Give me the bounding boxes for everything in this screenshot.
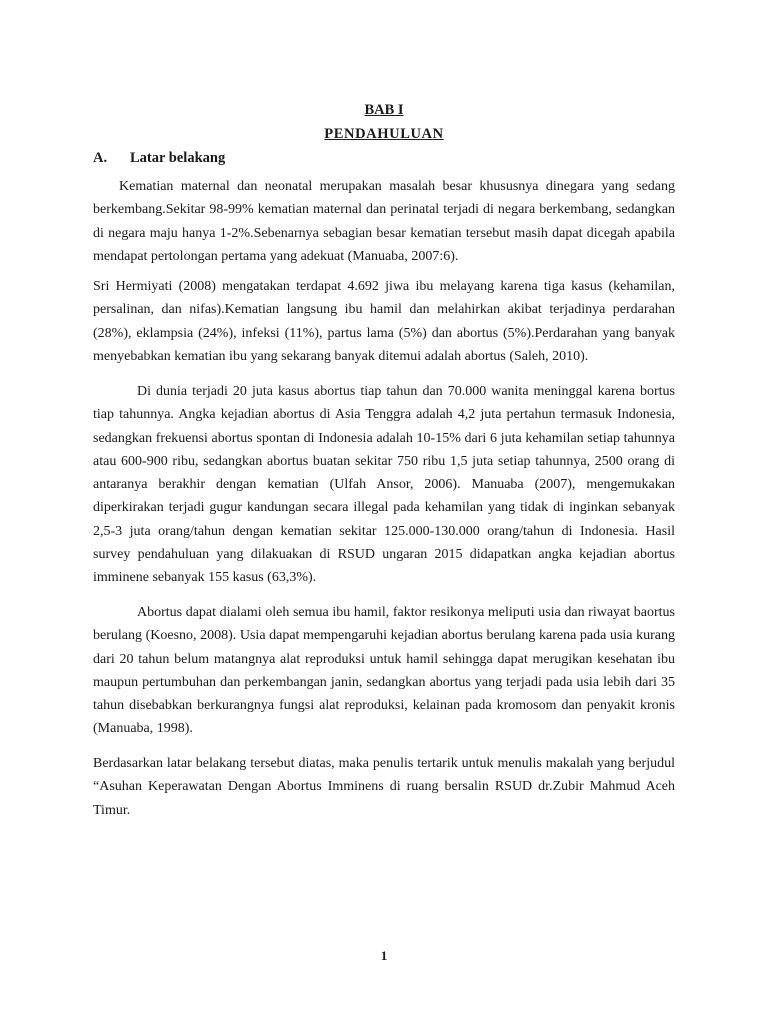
chapter-heading: BAB I [364,102,404,118]
paragraph-5: Berdasarkan latar belakang tersebut diatas, maka penulis tertarik untuk menulis makalah yang berjudul “Asuhan Keperawatan Dengan Abortus Imminens di ruang bersalin RSUD dr.Zubir Mahmud Aceh Timur. [93,756,675,818]
section-heading [93,150,225,167]
paragraph-2: Sri Hermiyati (2008) mengatakan terdapat 4.692 jiwa ibu melayang karena tiga kasus (kehamilan, persalinan, dan nifas).Kematian langsung ibu hamil dan melahirkan akibat terjadinya perdarahan (28%), eklampsia (24%), infeksi (11%), partus lama (5%) dan abortus (5%).Perdarahan yang banyak menyebabkan kematian ibu yang sekarang banyak ditemui adalah abortus (Saleh, 2010). [93,279,675,364]
section-title: Latar belakang [130,150,226,166]
paragraph-3: Di dunia terjadi 20 juta kasus abortus tiap tahun dan 70.000 wanita meninggal karena bortus tiap tahunnya. Angka kejadian abortus di Asia Tenggra adalah 4,2 juta pertahun termasuk Indonesia, sedangkan frekuensi abortus spontan di Indonesia adalah 10-15% dari 6 juta kehamilan setiap tahunnya atau 600-900 ribu, sedangkan abortus buatan sekitar 750 ribu 1,5 juta setiap tahunnya, 2500 orang di antaranya berakhir dengan kematian (Ulfah Ansor, 2006). Manuaba (2007), mengemukakan diperkirakan terjadi gugur kandungan secara illegal pada kehamilan yang tidak di inginkan sebanyak 2,5-3 juta orang/tahun dengan kematian sekitar 125.000-130.000 orang/tahun di Indonesia. Hasil survey pendahuluan yang dilakuakan di RSUD ungaran 2015 didapatkan angka kejadian abortus imminene sebanyak 155 kasus (63,3%). [93,384,675,586]
chapter-title: PENDAHULUAN [324,126,444,142]
page-number: 1 [380,948,388,963]
section-number: A. [93,150,108,166]
paragraph-4: Abortus dapat dialami oleh semua ibu hamil, faktor resikonya meliputi usia dan riwayat baortus berulang (Koesno, 2008). Usia dapat mempengaruhi kejadian abortus berulang karena pada usia kurang dari 20 tahun belum matangnya alat reproduksi untuk hamil sehingga dapat merugikan kesehatan ibu maupun pertumbuhan dan perkembangan janin, sedangkan abortus yang terjadi pada usia lebih dari 35 tahun disebabkan berkurangnya fungsi alat reproduksi, kelainan pada kromosom dan penyakit kronis (Manuaba, 1998). [93,605,675,737]
paragraph-1: Kematian maternal dan neonatal merupakan masalah besar khususnya dinegara yang sedang berkembang.Sekitar 98-99% kematian maternal dan perinatal terjadi di negara berkembang, sedangkan di negara maju hanya 1-2%.Sebenarnya sebagian besar kematian tersebut masih dapat dicegah apabila mendapat pertolongan pertama yang adekuat (Manuaba, 2007:6). [93,179,675,264]
